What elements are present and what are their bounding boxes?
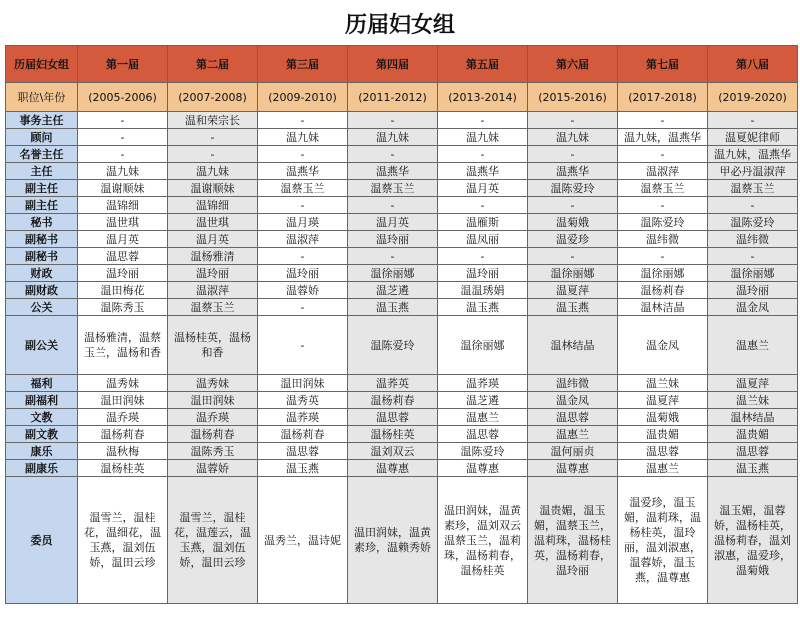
member-cell: 温秀妹 (78, 375, 168, 392)
member-cell: 温温琇娟 (438, 282, 528, 299)
member-cell: 温夏萍 (708, 375, 798, 392)
member-cell: 温谢顺妹 (168, 180, 258, 197)
term-header: 第二届 (168, 46, 258, 83)
member-cell: 温世琪 (168, 214, 258, 231)
member-cell: 温贵媚，温玉媚，温蔡玉兰，温莉珠，温杨桂英，温杨莉春，温玲丽 (528, 477, 618, 604)
member-cell: 温玉燕 (528, 299, 618, 316)
role-cell: 副主任 (6, 180, 78, 197)
member-cell: 温雁斯 (438, 214, 528, 231)
member-cell: 温荞英 (348, 375, 438, 392)
member-cell: 温惠兰 (528, 426, 618, 443)
member-cell: 温玲丽 (348, 231, 438, 248)
member-cell: 温陈爱玲 (708, 214, 798, 231)
member-cell: - (618, 112, 708, 129)
member-cell: 温陈秀玉 (168, 443, 258, 460)
member-cell: 温月英 (438, 180, 528, 197)
member-cell: 温杨莉春 (258, 426, 348, 443)
member-cell: - (528, 112, 618, 129)
member-cell: - (258, 299, 348, 316)
term-header: 第三届 (258, 46, 348, 83)
member-cell: 温兰妹 (618, 375, 708, 392)
member-cell: 温徐丽娜 (438, 316, 528, 375)
member-cell: - (528, 248, 618, 265)
member-cell: - (438, 248, 528, 265)
member-cell: 温徐丽娜 (528, 265, 618, 282)
member-cell: 温九妹，温燕华 (708, 146, 798, 163)
term-header: 第七届 (618, 46, 708, 83)
year-cell: (2013-2014) (438, 83, 528, 112)
committee-table (5, 45, 798, 604)
member-cell: 温田梅花 (78, 282, 168, 299)
role-cell: 主任 (6, 163, 78, 180)
member-cell: 温芝遴 (348, 282, 438, 299)
member-cell: 温九妹 (528, 129, 618, 146)
member-cell: 温玉媚，温蓉娇，温杨桂英，温杨莉春，温刘淑惠，温爱珍，温菊娥 (708, 477, 798, 604)
member-cell: 温蔡玉兰 (258, 180, 348, 197)
member-cell: 温九妹，温燕华 (618, 129, 708, 146)
member-cell: 温纬微 (528, 375, 618, 392)
member-cell: 温乔瑛 (78, 409, 168, 426)
member-cell: - (708, 112, 798, 129)
term-header: 第四届 (348, 46, 438, 83)
member-cell: - (348, 112, 438, 129)
member-cell: 温九妹 (438, 129, 528, 146)
role-cell: 副公关 (6, 316, 78, 375)
table-row (6, 426, 798, 443)
role-cell: 事务主任 (6, 112, 78, 129)
table-row (6, 409, 798, 426)
year-cell: (2009-2010) (258, 83, 348, 112)
member-cell: 温雪兰，温桂花，温细花，温玉燕，温刘伍娇，温田云珍 (78, 477, 168, 604)
member-cell: 温田润妹，温黄素珍，温赖秀娇 (348, 477, 438, 604)
role-cell: 福利 (6, 375, 78, 392)
member-cell: - (258, 146, 348, 163)
member-cell: 温杨雅清 (168, 248, 258, 265)
member-cell: 温世琪 (78, 214, 168, 231)
role-cell: 委员 (6, 477, 78, 604)
member-cell: 温徐丽娜 (348, 265, 438, 282)
role-cell: 财政 (6, 265, 78, 282)
member-cell: 温徐丽娜 (618, 265, 708, 282)
member-cell: 温何丽贞 (528, 443, 618, 460)
member-cell: 温燕华 (258, 163, 348, 180)
member-cell: 温夏萍 (528, 282, 618, 299)
member-cell: - (618, 146, 708, 163)
member-cell: 温徐丽娜 (708, 265, 798, 282)
year-cell: (2011-2012) (348, 83, 438, 112)
member-cell: 温金凤 (618, 316, 708, 375)
role-cell: 副福利 (6, 392, 78, 409)
member-cell: 温燕华 (348, 163, 438, 180)
member-cell: - (438, 146, 528, 163)
member-cell: 温秋梅 (78, 443, 168, 460)
corner-header: 历届妇女组 (6, 46, 78, 83)
member-cell: 温杨桂英，温杨和香 (168, 316, 258, 375)
table-row (6, 112, 798, 129)
table-row (6, 375, 798, 392)
member-cell: 温思蓉 (528, 409, 618, 426)
member-cell: 温月英 (168, 231, 258, 248)
member-cell: 温爱珍 (528, 231, 618, 248)
member-cell: 温蓉娇 (258, 282, 348, 299)
member-cell: - (168, 146, 258, 163)
member-cell: 温凤丽 (438, 231, 528, 248)
member-cell: - (528, 146, 618, 163)
member-cell: 温纬微 (708, 231, 798, 248)
member-cell: 甲必丹温淑萍 (708, 163, 798, 180)
term-header: 第五届 (438, 46, 528, 83)
member-cell: 温秀英 (258, 392, 348, 409)
member-cell: 温惠兰 (438, 409, 528, 426)
table-row (6, 392, 798, 409)
member-cell: - (618, 197, 708, 214)
member-cell: 温九妹 (168, 163, 258, 180)
member-cell: 温贵媚 (708, 426, 798, 443)
member-cell: - (78, 112, 168, 129)
table-row (6, 299, 798, 316)
member-cell: 温蓉娇 (168, 460, 258, 477)
member-cell: 温玲丽 (78, 265, 168, 282)
member-cell: 温菊娥 (528, 214, 618, 231)
role-cell: 副秘书 (6, 231, 78, 248)
member-cell: 温锦细 (78, 197, 168, 214)
table-row (6, 197, 798, 214)
table-row (6, 477, 798, 604)
member-cell: 温玉燕 (348, 299, 438, 316)
year-cell: (2007-2008) (168, 83, 258, 112)
member-cell: 温田润妹 (168, 392, 258, 409)
table-row (6, 180, 798, 197)
member-cell: 温陈秀玉 (78, 299, 168, 316)
member-cell: 温淑萍 (258, 231, 348, 248)
member-cell: 温玲丽 (168, 265, 258, 282)
member-cell: 温秀兰，温诗妮 (258, 477, 348, 604)
member-cell: 温杨莉春 (618, 282, 708, 299)
member-cell: 温思蓉 (258, 443, 348, 460)
member-cell: 温陈爱玲 (348, 316, 438, 375)
member-cell: 温玲丽 (438, 265, 528, 282)
role-cell: 康乐 (6, 443, 78, 460)
role-cell: 副主任 (6, 197, 78, 214)
header-row (6, 46, 798, 83)
role-cell: 副文教 (6, 426, 78, 443)
member-cell: 温陈爱玲 (528, 180, 618, 197)
table-row (6, 129, 798, 146)
year-cell: (2019-2020) (708, 83, 798, 112)
role-cell: 公关 (6, 299, 78, 316)
term-header: 第一届 (78, 46, 168, 83)
member-cell: - (348, 248, 438, 265)
member-cell: 温尊惠 (438, 460, 528, 477)
member-cell: 温刘双云 (348, 443, 438, 460)
member-cell: 温惠兰 (708, 316, 798, 375)
member-cell: 温菊娥 (618, 409, 708, 426)
role-cell: 副康乐 (6, 460, 78, 477)
member-cell: 温林结晶 (528, 316, 618, 375)
member-cell: 温玲丽 (708, 282, 798, 299)
member-cell: - (708, 197, 798, 214)
table-row (6, 146, 798, 163)
role-cell: 顾问 (6, 129, 78, 146)
member-cell: - (348, 146, 438, 163)
year-cell: (2017-2018) (618, 83, 708, 112)
role-cell: 副财政 (6, 282, 78, 299)
member-cell: 温杨莉春 (348, 392, 438, 409)
term-header: 第八届 (708, 46, 798, 83)
member-cell: - (438, 112, 528, 129)
role-cell: 秘书 (6, 214, 78, 231)
member-cell: 温惠兰 (618, 460, 708, 477)
member-cell: 温田润妹 (78, 392, 168, 409)
member-cell: 温思蓉 (618, 443, 708, 460)
member-cell: 温田润妹 (258, 375, 348, 392)
year-cell: (2015-2016) (528, 83, 618, 112)
member-cell: 温九妹 (258, 129, 348, 146)
member-cell: 温杨莉春 (168, 426, 258, 443)
member-cell: 温杨莉春 (78, 426, 168, 443)
table-row (6, 231, 798, 248)
member-cell: 温玲丽 (258, 265, 348, 282)
year-cell: (2005-2006) (78, 83, 168, 112)
member-cell: 温乔瑛 (168, 409, 258, 426)
member-cell: 温陈爱玲 (438, 443, 528, 460)
term-header: 第六届 (528, 46, 618, 83)
member-cell: 温荞瑛 (258, 409, 348, 426)
member-cell: 温兰妹 (708, 392, 798, 409)
member-cell: 温杨桂英 (348, 426, 438, 443)
member-cell: 温玉燕 (708, 460, 798, 477)
member-cell: 温田润妹，温黄素珍，温刘双云温蔡玉兰，温莉珠，温杨莉春，温杨桂英 (438, 477, 528, 604)
member-cell: 温蔡玉兰 (618, 180, 708, 197)
member-cell: 温玉燕 (258, 460, 348, 477)
member-cell: 温林洁晶 (618, 299, 708, 316)
member-cell: - (78, 129, 168, 146)
table-row (6, 443, 798, 460)
member-cell: 温林结晶 (708, 409, 798, 426)
role-cell: 副秘书 (6, 248, 78, 265)
member-cell: 温淑萍 (168, 282, 258, 299)
member-cell: 温尊惠 (348, 460, 438, 477)
member-cell: 温淑萍 (618, 163, 708, 180)
member-cell: - (168, 129, 258, 146)
member-cell: 温九妹 (78, 163, 168, 180)
table-row (6, 214, 798, 231)
member-cell: - (258, 112, 348, 129)
member-cell: 温金凤 (528, 392, 618, 409)
member-cell: 温荞瑛 (438, 375, 528, 392)
member-cell: 温金凤 (708, 299, 798, 316)
member-cell: - (348, 197, 438, 214)
member-cell: 温玉燕 (438, 299, 528, 316)
member-cell: 温和荣宗长 (168, 112, 258, 129)
member-cell: 温思蓉 (708, 443, 798, 460)
member-cell: 温纬微 (618, 231, 708, 248)
table-row (6, 316, 798, 375)
member-cell: 温夏妮律师 (708, 129, 798, 146)
table-row (6, 460, 798, 477)
year-row (6, 83, 798, 112)
member-cell: 温雪兰，温桂花，温莲云，温玉燕，温刘伍娇，温田云珍 (168, 477, 258, 604)
member-cell: 温秀妹 (168, 375, 258, 392)
role-cell: 文教 (6, 409, 78, 426)
member-cell: 温杨雅清，温蔡玉兰，温杨和香 (78, 316, 168, 375)
table-row (6, 265, 798, 282)
member-cell: 温陈爱玲 (618, 214, 708, 231)
table-row (6, 248, 798, 265)
member-cell: 温贵媚 (618, 426, 708, 443)
member-cell: 温夏萍 (618, 392, 708, 409)
member-cell: 温爱珍，温玉媚，温莉珠，温杨桂英，温玲丽，温刘淑惠，温蓉娇，温玉燕，温尊惠 (618, 477, 708, 604)
member-cell: 温蔡玉兰 (168, 299, 258, 316)
member-cell: 温芝遴 (438, 392, 528, 409)
member-cell: - (708, 248, 798, 265)
member-cell: - (438, 197, 528, 214)
role-cell: 名誉主任 (6, 146, 78, 163)
member-cell: - (528, 197, 618, 214)
member-cell: 温杨桂英 (78, 460, 168, 477)
page-title: 历届妇女组 (344, 13, 455, 38)
year-label: 职位\年份 (6, 83, 78, 112)
member-cell: - (78, 146, 168, 163)
member-cell: 温谢顺妹 (78, 180, 168, 197)
member-cell: 温思蓉 (348, 409, 438, 426)
member-cell: - (258, 197, 348, 214)
member-cell: 温燕华 (438, 163, 528, 180)
member-cell: 温思蓉 (78, 248, 168, 265)
member-cell: 温月英 (78, 231, 168, 248)
member-cell: 温尊惠 (528, 460, 618, 477)
member-cell: 温思蓉 (438, 426, 528, 443)
member-cell: 温蔡玉兰 (348, 180, 438, 197)
member-cell: 温九妹 (348, 129, 438, 146)
member-cell: - (258, 316, 348, 375)
member-cell: 温锦细 (168, 197, 258, 214)
table-row (6, 282, 798, 299)
member-cell: 温月英 (348, 214, 438, 231)
member-cell: 温燕华 (528, 163, 618, 180)
member-cell: - (618, 248, 708, 265)
member-cell: 温蔡玉兰 (708, 180, 798, 197)
table-row (6, 163, 798, 180)
table-body (6, 112, 798, 604)
member-cell: 温月瑛 (258, 214, 348, 231)
member-cell: - (258, 248, 348, 265)
